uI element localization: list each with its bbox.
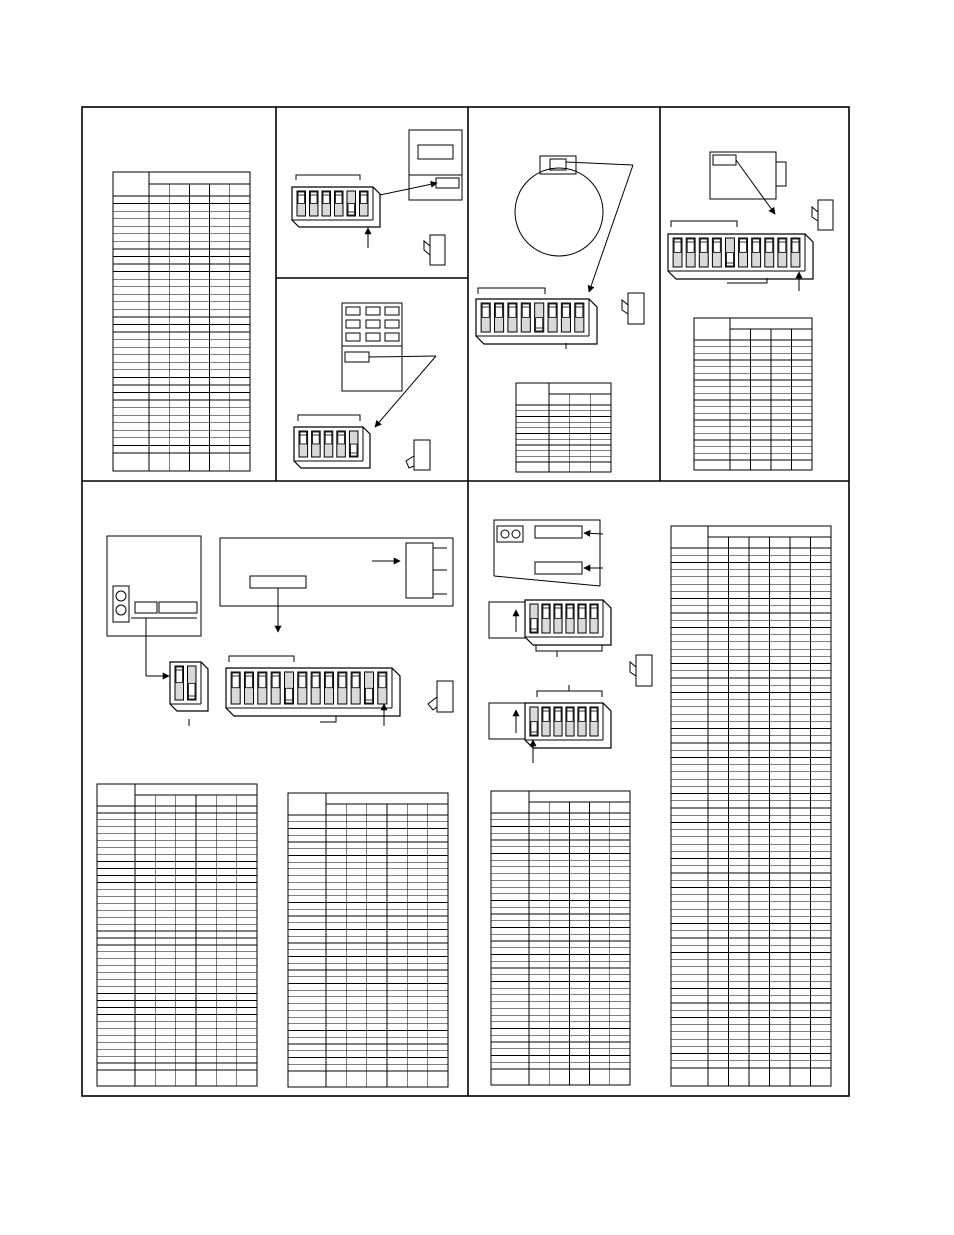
table-border <box>97 784 257 1086</box>
mount-block <box>489 602 529 739</box>
dip-lever <box>555 605 561 618</box>
dip-lever <box>779 239 786 252</box>
bracket <box>478 288 545 294</box>
dip-lever <box>232 673 239 688</box>
dip-lever <box>687 239 694 252</box>
panel-upper-center-bottom <box>294 303 436 470</box>
dip-lever <box>713 239 720 252</box>
orientation-tab-icon <box>630 655 652 686</box>
dip-lever <box>245 673 252 688</box>
bracket <box>537 691 602 697</box>
bracket <box>671 221 737 227</box>
dip-lever <box>509 304 516 317</box>
device-front-panel <box>409 130 462 200</box>
table-6 <box>491 791 630 1085</box>
orientation-tab-icon <box>428 681 453 712</box>
callout-arrow <box>589 165 633 292</box>
table-2 <box>516 383 611 472</box>
dip-switch-6pos <box>292 187 380 227</box>
dip-switch-6pos-a <box>525 600 611 645</box>
dip-lever <box>562 304 569 317</box>
bracket <box>536 645 602 651</box>
dip-switch-12pos <box>226 668 400 716</box>
dip-lever <box>323 192 330 204</box>
dip-lever <box>531 722 537 735</box>
dip-lever <box>792 239 799 252</box>
dip-lever <box>338 432 345 444</box>
orientation-tab-icon <box>812 200 833 230</box>
dip-lever <box>482 304 489 317</box>
dip-lever <box>549 304 556 317</box>
dip-switch-5pos <box>294 427 370 468</box>
dip-lever <box>753 239 760 252</box>
dip-lever <box>313 432 320 444</box>
dip-lever <box>496 304 503 317</box>
dip-lever <box>522 304 529 317</box>
bracket <box>229 656 294 662</box>
callout-arrow <box>736 160 775 214</box>
dip-lever <box>300 432 307 444</box>
dip-lever <box>311 192 318 204</box>
dip-lever <box>579 708 585 721</box>
keypad-unit <box>342 303 402 391</box>
table-5 <box>288 793 448 1087</box>
housing-unit <box>710 152 786 199</box>
dip-lever <box>543 708 549 721</box>
table-3 <box>694 318 812 470</box>
bracket <box>320 716 336 722</box>
dip-lever <box>536 318 543 331</box>
orientation-tab-icon <box>406 440 430 470</box>
bracket <box>298 415 360 421</box>
dip-lever <box>365 688 372 703</box>
dip-lever <box>189 683 196 699</box>
callout-line <box>369 356 436 357</box>
dip-switch-2pos <box>170 662 208 711</box>
orientation-tab-icon <box>424 235 445 265</box>
panel-upper-left <box>113 172 250 471</box>
dip-lever <box>591 708 597 721</box>
round-meter <box>515 156 603 256</box>
table-border <box>288 793 448 1087</box>
circuit-board <box>494 520 600 586</box>
table-border <box>694 318 812 470</box>
dip-lever <box>531 619 537 632</box>
panel-upper-right <box>668 152 833 470</box>
dip-lever <box>299 673 306 688</box>
panel-upper-center-right <box>476 156 644 472</box>
table-border <box>671 526 831 1086</box>
panel-lower-right <box>489 520 831 1086</box>
dip-lever <box>726 253 733 266</box>
orientation-tab-icon <box>622 293 644 324</box>
dip-lever <box>674 239 681 252</box>
dip-lever <box>336 192 343 204</box>
dip-lever <box>325 673 332 688</box>
dip-lever <box>576 304 583 317</box>
dip-lever <box>740 239 747 252</box>
dip-lever <box>176 667 183 683</box>
table-4 <box>97 784 257 1086</box>
table-1 <box>113 172 250 471</box>
dip-lever <box>555 708 561 721</box>
dip-lever <box>348 204 355 216</box>
dip-lever <box>361 192 368 204</box>
dip-lever <box>272 673 279 688</box>
dip-lever <box>567 605 573 618</box>
dip-lever <box>312 673 319 688</box>
dip-lever <box>298 192 305 204</box>
dip-lever <box>285 688 292 703</box>
table-border <box>491 791 630 1085</box>
table-7 <box>671 526 831 1086</box>
dip-switch-10pos <box>668 234 813 279</box>
panel-lower-left <box>97 536 453 1087</box>
panel-upper-center-top <box>292 130 462 265</box>
dip-lever <box>579 605 585 618</box>
dip-lever <box>591 605 597 618</box>
control-board <box>107 536 201 636</box>
dip-lever <box>766 239 773 252</box>
dip-lever <box>352 673 359 688</box>
dip-lever <box>567 708 573 721</box>
chassis-view <box>220 538 453 606</box>
dip-lever <box>700 239 707 252</box>
dip-lever <box>325 432 332 444</box>
dip-switch-6pos-b <box>525 703 611 748</box>
dip-lever <box>350 444 357 456</box>
bracket <box>296 175 360 180</box>
dip-lever <box>259 673 266 688</box>
dip-lever <box>543 605 549 618</box>
dip-switch-8pos <box>476 299 597 344</box>
dip-lever <box>339 673 346 688</box>
dip-lever <box>379 673 386 688</box>
